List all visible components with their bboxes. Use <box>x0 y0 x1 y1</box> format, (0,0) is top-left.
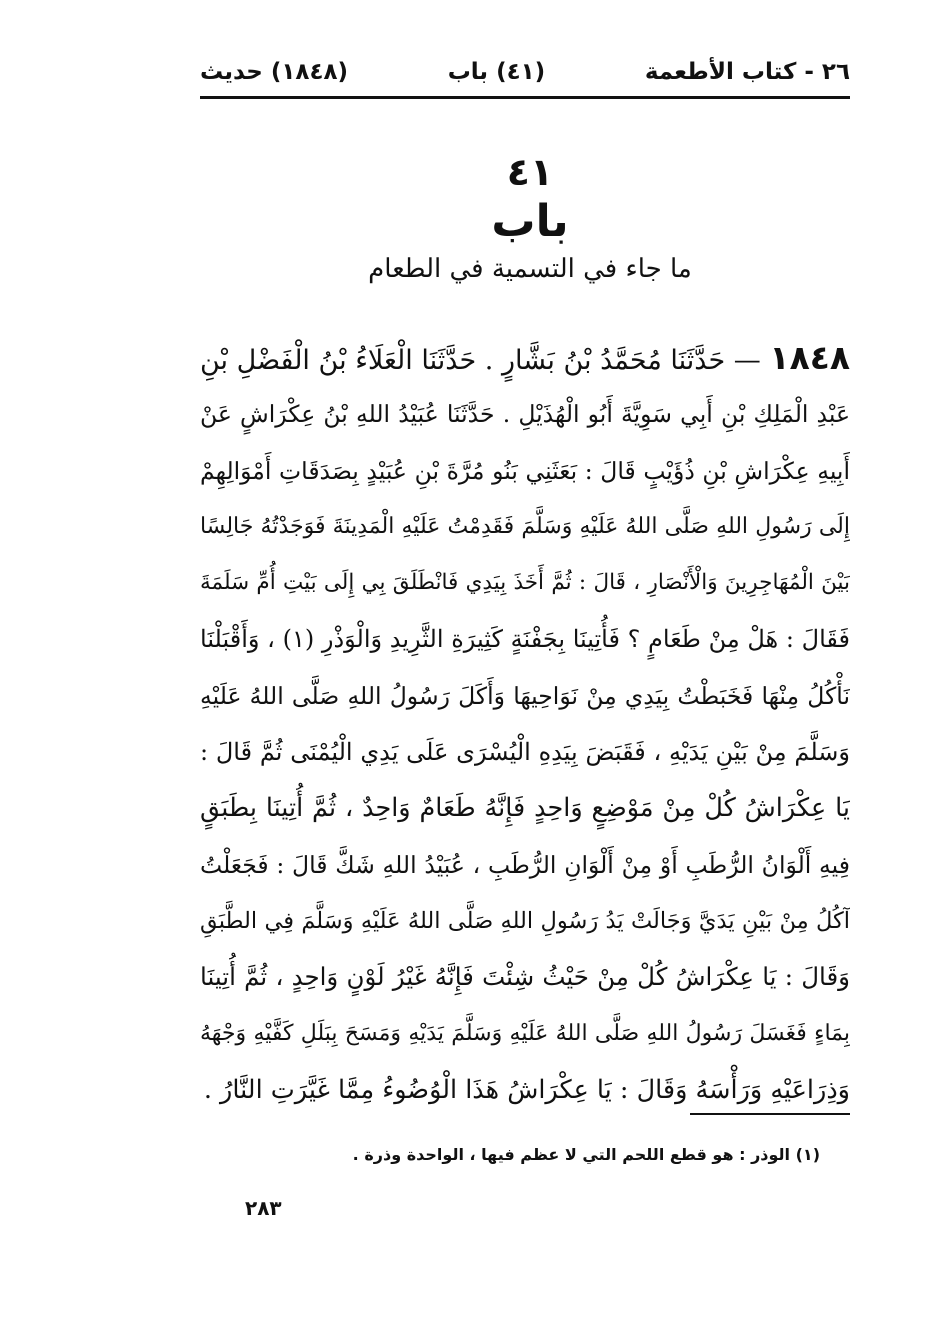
hadith-line: فَقَالَ : هَلْ مِنْ طَعَامٍ ؟ فَأُتِينَا بِجَفْنَةٍ كَثِيرَةِ الثَّرِيدِ وَالْوَذْرِ (١) ، وَأَقْبَلْنَا <box>200 625 850 654</box>
hadith-line: وَقَالَ : يَا عِكْرَاشُ كُلْ مِنْ حَيْثُ شِئْتَ فَإِنَّهُ غَيْرُ لَوْنٍ وَاحِدٍ ، ثُمَّ أُتِينَا <box>200 962 850 992</box>
hadith-line: يَا عِكْرَاشُ كُلْ مِنْ مَوْضِعٍ وَاحِدٍ فَإِنَّهُ طَعَامٌ وَاحِدٌ ، ثُمَّ أُتِينَا بِطَبَقٍ <box>200 793 850 824</box>
chapter-title: ما جاء في التسمية في الطعام <box>368 254 692 284</box>
hadith-line: أَبِيهِ عِكْرَاشِ بْنِ ذُؤَيْبٍ قَالَ : بَعَثَنِي بَنُو مُرَّةَ بْنِ عُبَيْدٍ بِصَدَقَاتِ أَمْوَالِهِمْ <box>200 456 850 485</box>
chapter-number: ٤١ <box>506 150 554 194</box>
header-chapter: (٤١) باب <box>447 59 546 85</box>
chapter-label: باب <box>491 196 569 247</box>
header-hadith-number: (١٨٤٨) حديث <box>200 59 349 85</box>
hadith-line: آكُلُ مِنْ بَيْنِ يَدَيَّ وَجَالَتْ يَدُ رَسُولِ اللهِ صَلَّى اللهُ عَلَيْهِ وَسَلَّمَ فِي الطَّبَقِ <box>200 907 850 934</box>
hadith-line: بِمَاءٍ فَغَسَلَ رَسُولُ اللهِ صَلَّى اللهُ عَلَيْهِ وَسَلَّمَ يَدَيْهِ وَمَسَحَ بِبَلَلِ كَفَّيْهِ وَجْهَهُ <box>200 1020 850 1046</box>
hadith-line: وَذِرَاعَيْهِ وَرَأْسَهُ وَقَالَ : يَا عِكْرَاشُ هَذَا الْوُضُوءُ مِمَّا غَيَّرَتِ النَّارُ . <box>203 1074 850 1105</box>
header-rule <box>200 96 850 99</box>
hadith-line: فِيهِ أَلْوَانُ الرُّطَبِ أَوْ مِنْ أَلْوَانِ الرُّطَبِ ، عُبَيْدُ اللهِ شَكَّ قَالَ : فَجَعَلْتُ <box>200 850 850 879</box>
hadith-line <box>200 330 850 386</box>
footnote: (١) الوذر : هو قطع اللحم التي لا عظم فيها ، الواحدة وذرة . <box>352 1145 820 1164</box>
hadith-line: وَسَلَّمَ مِنْ بَيْنِ يَدَيْهِ ، فَقَبَضَ بِيَدِهِ الْيُسْرَى عَلَى يَدِي الْيُمْنَى ثُمَّ قَالَ : <box>200 738 850 767</box>
hadith-line: بَيْنَ الْمُهَاجِرِينَ وَالْأَنْصَارِ ، قَالَ : ثُمَّ أَخَذَ بِيَدِي فَانْطَلَقَ بِي إِلَى بَيْتِ أُمِّ سَلَمَةَ <box>200 570 850 596</box>
header-book-title: ٢٦ - كتاب الأطعمة <box>644 59 850 85</box>
hadith-line: عَبْدِ الْمَلِكِ بْنِ أَبِي سَوِيَّةَ أَبُو الْهُذَيْلِ . حَدَّثَنَا عُبَيْدُ اللهِ بْنُ عِكْرَاشٍ عَنْ <box>200 400 850 429</box>
hadith-number: ١٨٤٨ <box>769 338 850 377</box>
hadith-line-text: — حَدَّثَنَا مُحَمَّدُ بْنُ بَشَّارٍ . حَدَّثَنَا الْعَلَاءُ بْنُ الْفَضْلِ بْنِ <box>200 345 761 376</box>
footnote-rule <box>690 1113 850 1115</box>
hadith-line: إِلَى رَسُولِ اللهِ صَلَّى اللهُ عَلَيْهِ وَسَلَّمَ فَقَدِمْتُ عَلَيْهِ الْمَدِينَةَ فَوَجَدْتُهُ جَالِسًا <box>200 513 850 539</box>
page-number: ٢٨٣ <box>245 1196 282 1220</box>
running-header <box>200 52 850 92</box>
hadith-line: نَأْكُلُ مِنْهَا فَخَبَطْتُ بِيَدِي مِنْ نَوَاحِيهَا وَأَكَلَ رَسُولُ اللهِ صَلَّى اللهُ عَلَيْهِ <box>200 681 850 710</box>
hadith-text <box>200 330 850 1118</box>
